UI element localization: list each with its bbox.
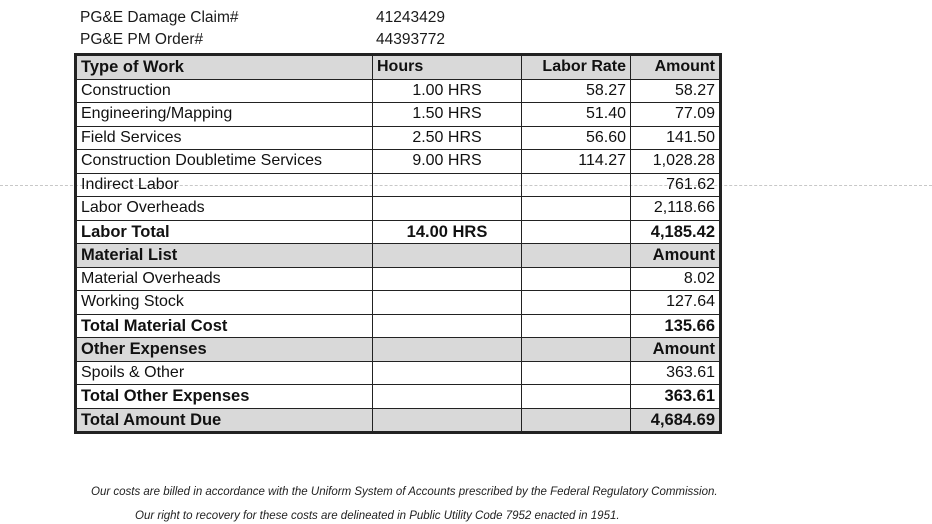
empty-cell bbox=[373, 361, 522, 385]
amount: 77.09 bbox=[631, 103, 721, 127]
material-type: Working Stock bbox=[76, 291, 373, 315]
labor-rate: 58.27 bbox=[522, 79, 631, 103]
amount: 127.64 bbox=[631, 291, 721, 315]
labor-total-rate-empty bbox=[522, 220, 631, 244]
amount: 58.27 bbox=[631, 79, 721, 103]
material-total-row bbox=[76, 314, 721, 338]
work-type: Indirect Labor bbox=[76, 173, 373, 197]
amount: 2,118.66 bbox=[631, 197, 721, 221]
empty-cell bbox=[522, 244, 631, 268]
table-row bbox=[76, 291, 721, 315]
empty-cell bbox=[373, 385, 522, 409]
pm-order-value: 44393772 bbox=[376, 31, 445, 48]
labor-rate: 114.27 bbox=[522, 150, 631, 174]
material-total-label: Total Material Cost bbox=[76, 314, 373, 338]
table-row bbox=[76, 150, 721, 174]
grand-total-label: Total Amount Due bbox=[76, 408, 373, 433]
hours: 9.00 HRS bbox=[373, 150, 522, 174]
damage-claim-value: 41243429 bbox=[376, 9, 445, 26]
labor-total-amount: 4,185.42 bbox=[631, 220, 721, 244]
grand-total-amount: 4,684.69 bbox=[631, 408, 721, 433]
other-total-amount: 363.61 bbox=[631, 385, 721, 409]
labor-total-hours: 14.00 HRS bbox=[373, 220, 522, 244]
empty-cell bbox=[522, 314, 631, 338]
hours: 2.50 HRS bbox=[373, 126, 522, 150]
empty-cell bbox=[373, 408, 522, 433]
labor-rate: 56.60 bbox=[522, 126, 631, 150]
empty-cell bbox=[373, 291, 522, 315]
col-type-of-work: Type of Work bbox=[76, 55, 373, 80]
other-total-label: Total Other Expenses bbox=[76, 385, 373, 409]
empty-cell bbox=[373, 314, 522, 338]
table-row bbox=[76, 361, 721, 385]
col-hours: Hours bbox=[373, 55, 522, 80]
table-row bbox=[76, 173, 721, 197]
material-list-label: Material List bbox=[76, 244, 373, 268]
empty-cell bbox=[522, 361, 631, 385]
labor-total-label: Labor Total bbox=[76, 220, 373, 244]
amount: 363.61 bbox=[631, 361, 721, 385]
labor-total-row bbox=[76, 220, 721, 244]
table-row bbox=[76, 197, 721, 221]
amount: 1,028.28 bbox=[631, 150, 721, 174]
damage-claim-label: PG&E Damage Claim# bbox=[80, 9, 239, 26]
pm-order-label: PG&E PM Order# bbox=[80, 31, 204, 48]
table-row bbox=[76, 126, 721, 150]
work-type: Labor Overheads bbox=[76, 197, 373, 221]
other-expenses-label: Other Expenses bbox=[76, 338, 373, 362]
hours bbox=[373, 197, 522, 221]
other-type: Spoils & Other bbox=[76, 361, 373, 385]
other-total-row bbox=[76, 385, 721, 409]
amount: 141.50 bbox=[631, 126, 721, 150]
other-amount-header: Amount bbox=[631, 338, 721, 362]
table-row bbox=[76, 267, 721, 291]
table-row bbox=[76, 103, 721, 127]
work-type: Construction Doubletime Services bbox=[76, 150, 373, 174]
empty-cell bbox=[522, 291, 631, 315]
empty-cell bbox=[373, 338, 522, 362]
billing-table bbox=[74, 53, 722, 434]
hours bbox=[373, 173, 522, 197]
footer-note-billing: Our costs are billed in accordance with the Uniform System of Accounts prescribed by the Federal Regulatory Commission. bbox=[91, 486, 718, 498]
empty-cell bbox=[373, 244, 522, 268]
grand-total-row bbox=[76, 408, 721, 433]
col-amount: Amount bbox=[631, 55, 721, 80]
work-type: Field Services bbox=[76, 126, 373, 150]
hours: 1.00 HRS bbox=[373, 79, 522, 103]
empty-cell bbox=[373, 267, 522, 291]
other-header-row bbox=[76, 338, 721, 362]
amount: 761.62 bbox=[631, 173, 721, 197]
table-row bbox=[76, 79, 721, 103]
empty-cell bbox=[522, 267, 631, 291]
hours: 1.50 HRS bbox=[373, 103, 522, 127]
empty-cell bbox=[522, 338, 631, 362]
material-type: Material Overheads bbox=[76, 267, 373, 291]
empty-cell bbox=[522, 385, 631, 409]
material-amount-header: Amount bbox=[631, 244, 721, 268]
material-total-amount: 135.66 bbox=[631, 314, 721, 338]
table-header-row bbox=[76, 55, 721, 80]
material-header-row bbox=[76, 244, 721, 268]
labor-rate: 51.40 bbox=[522, 103, 631, 127]
footer-note-recovery: Our right to recovery for these costs are delineated in Public Utility Code 7952 enacted in 1951. bbox=[135, 510, 620, 522]
labor-rate bbox=[522, 173, 631, 197]
work-type: Construction bbox=[76, 79, 373, 103]
col-labor-rate: Labor Rate bbox=[522, 55, 631, 80]
empty-cell bbox=[522, 408, 631, 433]
amount: 8.02 bbox=[631, 267, 721, 291]
work-type: Engineering/Mapping bbox=[76, 103, 373, 127]
labor-rate bbox=[522, 197, 631, 221]
